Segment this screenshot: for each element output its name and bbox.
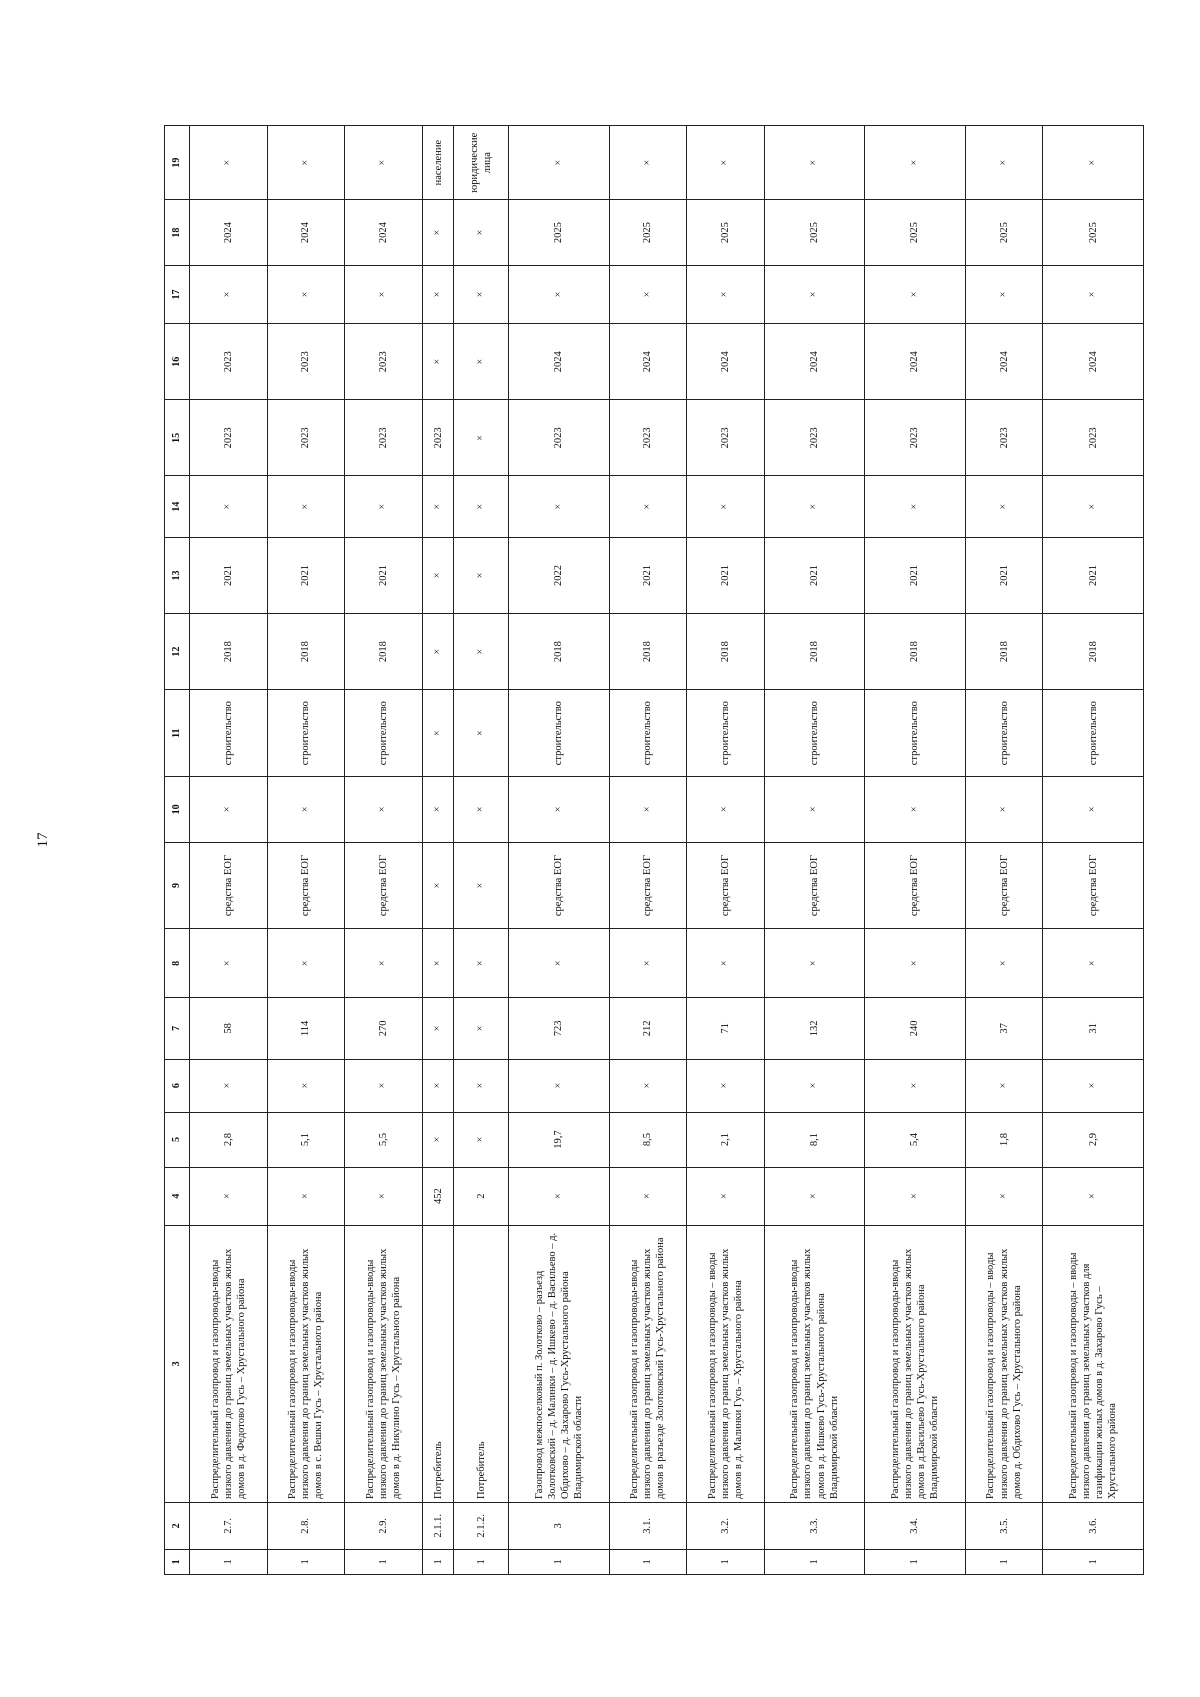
table-cell: ×: [267, 1059, 345, 1112]
table-cell: ×: [509, 126, 610, 200]
table-cell: ×: [345, 929, 423, 998]
table-cell: ×: [609, 1059, 687, 1112]
table-cell: 1: [454, 1549, 509, 1574]
table-cell: 2.9.: [345, 1503, 423, 1550]
table-cell: 2021: [764, 537, 865, 613]
table-cell: ×: [190, 1059, 268, 1112]
table-cell: ×: [764, 777, 865, 843]
object-description-cell: Распределительный газопровод и газопроводы-вводы низкого давления до границ земельных участков жилых домов в д. Никулино Гусь – Хрустального района: [345, 1225, 423, 1502]
table-cell: 2024: [865, 324, 966, 400]
table-cell: 2021: [965, 537, 1043, 613]
table-cell: 2021: [609, 537, 687, 613]
table-row: [764, 126, 865, 1575]
table-cell: 2018: [609, 614, 687, 690]
object-description-cell: Распределительный газопровод и газопроводы – вводы низкого давления до границ земельных участков для газификации жилых домов в д. Захарово Гусь – Хрустального района: [1043, 1225, 1144, 1502]
column-number: 9: [165, 842, 190, 929]
table-row: [454, 126, 509, 1575]
table-cell: ×: [764, 126, 865, 200]
table-cell: 2023: [422, 400, 454, 476]
table-cell: ×: [1043, 777, 1144, 843]
table-cell: 2,8: [190, 1112, 268, 1167]
table-cell: 3.5.: [965, 1503, 1043, 1550]
table-cell: 2025: [764, 200, 865, 266]
table-cell: средства ЕОГ: [687, 842, 765, 929]
table-cell: 2021: [267, 537, 345, 613]
object-description-cell: Распределительный газопровод и газопроводы-вводы низкого давления до границ земельных участков жилых домов в д. Ишкево Гусь-Хрустального района Владимирской области: [764, 1225, 865, 1502]
object-description-cell: Распределительный газопровод и газопроводы-вводы низкого давления до границ земельных участков жилых домов в д.Васильево Гусь-Хрустального района Владимирской области: [865, 1225, 966, 1502]
table-cell: 3.4.: [865, 1503, 966, 1550]
table-cell: ×: [422, 998, 454, 1059]
column-number: 15: [165, 400, 190, 476]
table-cell: 212: [609, 998, 687, 1059]
table-cell: средства ЕОГ: [609, 842, 687, 929]
table-cell: строительство: [267, 690, 345, 777]
table-cell: ×: [1043, 126, 1144, 200]
table-cell: ×: [865, 476, 966, 537]
table-cell: ×: [687, 929, 765, 998]
table-cell: ×: [965, 1059, 1043, 1112]
table-cell: ×: [609, 929, 687, 998]
object-description-cell: Потребитель: [422, 1225, 454, 1502]
table-cell: ×: [190, 265, 268, 323]
table-cell: ×: [454, 614, 509, 690]
table-cell: ×: [865, 777, 966, 843]
table-cell: 2018: [267, 614, 345, 690]
table-cell: ×: [764, 476, 865, 537]
table-cell: 2018: [865, 614, 966, 690]
table-cell: ×: [609, 777, 687, 843]
table-cell: 2018: [764, 614, 865, 690]
table-cell: 2025: [865, 200, 966, 266]
table-cell: средства ЕОГ: [865, 842, 966, 929]
table-cell: ×: [764, 1059, 865, 1112]
table-cell: ×: [454, 1059, 509, 1112]
table-cell: 3.3.: [764, 1503, 865, 1550]
table-cell: ×: [422, 200, 454, 266]
table-cell: 2024: [609, 324, 687, 400]
table-cell: ×: [422, 777, 454, 843]
column-number: 16: [165, 324, 190, 400]
table-cell: ×: [687, 476, 765, 537]
table-cell: 1: [687, 1549, 765, 1574]
table-cell: 3: [509, 1503, 610, 1550]
table-cell: ×: [190, 126, 268, 200]
table-row: [345, 126, 423, 1575]
table-cell: ×: [190, 476, 268, 537]
table-cell: 2018: [965, 614, 1043, 690]
table-cell: 8,5: [609, 1112, 687, 1167]
table-cell: 2023: [609, 400, 687, 476]
table-cell: ×: [1043, 1167, 1144, 1225]
object-description-cell: Газопровод межпоселковый п. Золотково – разъезд Золотковский – д. Малинки – д. Ишкево – д. Васильево – д. Обдихово – д. Захарово Гусь-Хрустального района Владимирской области: [509, 1225, 610, 1502]
table-cell: 5,5: [345, 1112, 423, 1167]
table-cell: строительство: [965, 690, 1043, 777]
table-cell: ×: [267, 777, 345, 843]
table-cell: 2023: [687, 400, 765, 476]
table-row: [509, 126, 610, 1575]
table-cell: ×: [190, 777, 268, 843]
table-header-row: [165, 126, 190, 1575]
table-cell: 132: [764, 998, 865, 1059]
table-cell: ×: [1043, 929, 1144, 998]
table-cell: население: [422, 126, 454, 200]
table-cell: 2024: [267, 200, 345, 266]
table-cell: 2018: [190, 614, 268, 690]
table-cell: ×: [509, 777, 610, 843]
object-description-cell: Распределительный газопровод и газопроводы-вводы низкого давления до границ земельных участков жилых домов в д. Федотово Гусь – Хрустального района: [190, 1225, 268, 1502]
table-cell: ×: [454, 998, 509, 1059]
table-cell: 2025: [1043, 200, 1144, 266]
column-number: 18: [165, 200, 190, 266]
table-cell: ×: [454, 690, 509, 777]
table-cell: 1: [190, 1549, 268, 1574]
table-cell: 1: [965, 1549, 1043, 1574]
table-cell: ×: [965, 126, 1043, 200]
table-cell: строительство: [764, 690, 865, 777]
table-cell: 2.7.: [190, 1503, 268, 1550]
table-cell: ×: [509, 476, 610, 537]
column-number: 1: [165, 1549, 190, 1574]
column-number: 13: [165, 537, 190, 613]
table-cell: 1: [509, 1549, 610, 1574]
table-cell: ×: [764, 265, 865, 323]
column-number: 19: [165, 126, 190, 200]
column-number: 8: [165, 929, 190, 998]
table-cell: ×: [1043, 1059, 1144, 1112]
table-cell: ×: [687, 1059, 765, 1112]
table-cell: 2025: [509, 200, 610, 266]
table-cell: строительство: [609, 690, 687, 777]
table-cell: 2023: [965, 400, 1043, 476]
table-cell: ×: [267, 265, 345, 323]
table-cell: ×: [345, 126, 423, 200]
table-cell: ×: [509, 929, 610, 998]
column-number: 4: [165, 1167, 190, 1225]
table-cell: ×: [609, 126, 687, 200]
object-description-cell: Распределительный газопровод и газопроводы-вводы низкого давления до границ земельных участков жилых домов в разъезде Золотковский Гусь-Хрустального района: [609, 1225, 687, 1502]
table-cell: ×: [345, 1167, 423, 1225]
table-cell: 1,8: [965, 1112, 1043, 1167]
table-cell: 2.1.1.: [422, 1503, 454, 1550]
table-cell: ×: [454, 842, 509, 929]
table-cell: 1: [865, 1549, 966, 1574]
table-cell: 240: [865, 998, 966, 1059]
table-cell: 2024: [965, 324, 1043, 400]
table-cell: 1: [267, 1549, 345, 1574]
table-cell: ×: [509, 1059, 610, 1112]
table-cell: 2018: [509, 614, 610, 690]
table-cell: средства ЕОГ: [345, 842, 423, 929]
object-description-cell: Распределительный газопровод и газопроводы-вводы низкого давления до границ земельных участков жилых домов в с. Вешки Гусь – Хрустального района: [267, 1225, 345, 1502]
table-cell: ×: [422, 614, 454, 690]
table-cell: ×: [965, 476, 1043, 537]
column-number: 10: [165, 777, 190, 843]
table-cell: строительство: [509, 690, 610, 777]
table-cell: ×: [345, 265, 423, 323]
table-cell: ×: [454, 476, 509, 537]
table-cell: ×: [345, 1059, 423, 1112]
table-cell: 2018: [687, 614, 765, 690]
column-number: 5: [165, 1112, 190, 1167]
table-row: [865, 126, 966, 1575]
table-row: [422, 126, 454, 1575]
table-cell: ×: [267, 929, 345, 998]
table-cell: строительство: [687, 690, 765, 777]
table-cell: 2023: [267, 324, 345, 400]
column-number: 12: [165, 614, 190, 690]
table-cell: ×: [509, 265, 610, 323]
table-cell: ×: [267, 1167, 345, 1225]
column-number: 3: [165, 1225, 190, 1502]
table-cell: 3.1.: [609, 1503, 687, 1550]
gas-pipeline-table: [164, 125, 1144, 1575]
table-cell: 31: [1043, 998, 1144, 1059]
table-cell: 1: [422, 1549, 454, 1574]
table-cell: ×: [965, 1167, 1043, 1225]
table-cell: 2023: [865, 400, 966, 476]
table-cell: ×: [422, 537, 454, 613]
table-cell: 2.1.2.: [454, 1503, 509, 1550]
table-cell: ×: [965, 777, 1043, 843]
table-cell: 2024: [345, 200, 423, 266]
table-cell: ×: [687, 265, 765, 323]
table-cell: 3.2.: [687, 1503, 765, 1550]
table-cell: 2021: [687, 537, 765, 613]
table-row: [1043, 126, 1144, 1575]
table-cell: 2023: [345, 400, 423, 476]
table-cell: ×: [764, 929, 865, 998]
table-cell: средства ЕОГ: [1043, 842, 1144, 929]
table-cell: средства ЕОГ: [190, 842, 268, 929]
table-cell: 2024: [1043, 324, 1144, 400]
table-cell: 37: [965, 998, 1043, 1059]
table-cell: ×: [509, 1167, 610, 1225]
table-cell: ×: [454, 777, 509, 843]
table-cell: ×: [454, 929, 509, 998]
table-cell: ×: [422, 690, 454, 777]
table-cell: ×: [454, 324, 509, 400]
table-cell: 2018: [345, 614, 423, 690]
table-cell: 452: [422, 1167, 454, 1225]
table-cell: 2021: [865, 537, 966, 613]
rotated-table-container: [164, 125, 1144, 1575]
page-number: 17: [35, 832, 51, 848]
table-cell: ×: [345, 476, 423, 537]
table-cell: ×: [609, 476, 687, 537]
column-number: 6: [165, 1059, 190, 1112]
object-description-cell: Распределительный газопровод и газопроводы – вводы низкого давления до границ земельных участков жилых домов д. Обдихово Гусь – Хрустального района: [965, 1225, 1043, 1502]
table-row: [965, 126, 1043, 1575]
table-cell: 2023: [267, 400, 345, 476]
table-row: [190, 126, 268, 1575]
table-cell: 2021: [190, 537, 268, 613]
table-cell: ×: [764, 1167, 865, 1225]
table-cell: 723: [509, 998, 610, 1059]
table-cell: 2.8.: [267, 1503, 345, 1550]
table-cell: ×: [965, 929, 1043, 998]
table-cell: 2025: [965, 200, 1043, 266]
table-cell: ×: [190, 929, 268, 998]
table-cell: 1: [1043, 1549, 1144, 1574]
table-cell: ×: [609, 1167, 687, 1225]
table-cell: 2024: [687, 324, 765, 400]
table-cell: ×: [454, 1112, 509, 1167]
table-cell: 8,1: [764, 1112, 865, 1167]
table-cell: 58: [190, 998, 268, 1059]
table-cell: 270: [345, 998, 423, 1059]
table-cell: ×: [422, 324, 454, 400]
table-cell: ×: [1043, 476, 1144, 537]
table-cell: ×: [865, 929, 966, 998]
table-cell: ×: [865, 1167, 966, 1225]
table-cell: ×: [454, 537, 509, 613]
table-cell: 1: [609, 1549, 687, 1574]
table-cell: 2,1: [687, 1112, 765, 1167]
column-number: 17: [165, 265, 190, 323]
table-row: [267, 126, 345, 1575]
table-cell: 2024: [509, 324, 610, 400]
table-cell: ×: [965, 265, 1043, 323]
table-cell: строительство: [865, 690, 966, 777]
table-cell: 2023: [345, 324, 423, 400]
table-cell: ×: [687, 126, 765, 200]
column-number: 7: [165, 998, 190, 1059]
table-cell: средства ЕОГ: [764, 842, 865, 929]
table-cell: 2023: [190, 324, 268, 400]
column-number: 14: [165, 476, 190, 537]
table-row: [609, 126, 687, 1575]
table-cell: ×: [422, 476, 454, 537]
table-cell: 5,4: [865, 1112, 966, 1167]
table-cell: 71: [687, 998, 765, 1059]
table-cell: строительство: [190, 690, 268, 777]
table-cell: 2: [454, 1167, 509, 1225]
table-cell: ×: [865, 265, 966, 323]
table-cell: 2023: [190, 400, 268, 476]
table-cell: 5,1: [267, 1112, 345, 1167]
table-cell: ×: [454, 400, 509, 476]
table-cell: ×: [1043, 265, 1144, 323]
table-cell: 2025: [687, 200, 765, 266]
table-cell: средства ЕОГ: [267, 842, 345, 929]
table-cell: ×: [267, 476, 345, 537]
table-cell: 2024: [764, 324, 865, 400]
table-cell: 2,9: [1043, 1112, 1144, 1167]
table-cell: 2024: [190, 200, 268, 266]
table-cell: юридические лица: [454, 126, 509, 200]
table-cell: ×: [422, 842, 454, 929]
table-cell: 2021: [345, 537, 423, 613]
table-cell: ×: [190, 1167, 268, 1225]
table-cell: 2018: [1043, 614, 1144, 690]
column-number: 11: [165, 690, 190, 777]
table-cell: ×: [422, 265, 454, 323]
table-cell: 19,7: [509, 1112, 610, 1167]
table-cell: 2022: [509, 537, 610, 613]
table-cell: ×: [865, 1059, 966, 1112]
table-cell: 2023: [1043, 400, 1144, 476]
table-cell: ×: [609, 265, 687, 323]
table-cell: 1: [345, 1549, 423, 1574]
table-cell: ×: [345, 777, 423, 843]
table-cell: 1: [764, 1549, 865, 1574]
table-cell: ×: [267, 126, 345, 200]
table-cell: ×: [422, 1112, 454, 1167]
table-cell: 3.6.: [1043, 1503, 1144, 1550]
table-cell: 2023: [764, 400, 865, 476]
object-description-cell: Распределительный газопровод и газопроводы – вводы низкого давления до границ земельных участков жилых домов в д. Малинки Гусь – Хрустального района: [687, 1225, 765, 1502]
column-number: 2: [165, 1503, 190, 1550]
table-cell: строительство: [1043, 690, 1144, 777]
table-cell: средства ЕОГ: [965, 842, 1043, 929]
table-cell: 2021: [1043, 537, 1144, 613]
object-description-cell: Потребитель: [454, 1225, 509, 1502]
table-cell: ×: [422, 1059, 454, 1112]
table-cell: строительство: [345, 690, 423, 777]
table-cell: ×: [422, 929, 454, 998]
table-cell: ×: [454, 265, 509, 323]
table-row: [687, 126, 765, 1575]
table-cell: 114: [267, 998, 345, 1059]
table-cell: ×: [687, 1167, 765, 1225]
table-cell: ×: [865, 126, 966, 200]
table-cell: 2025: [609, 200, 687, 266]
table-cell: 2023: [509, 400, 610, 476]
table-cell: средства ЕОГ: [509, 842, 610, 929]
table-cell: ×: [454, 200, 509, 266]
table-cell: ×: [687, 777, 765, 843]
